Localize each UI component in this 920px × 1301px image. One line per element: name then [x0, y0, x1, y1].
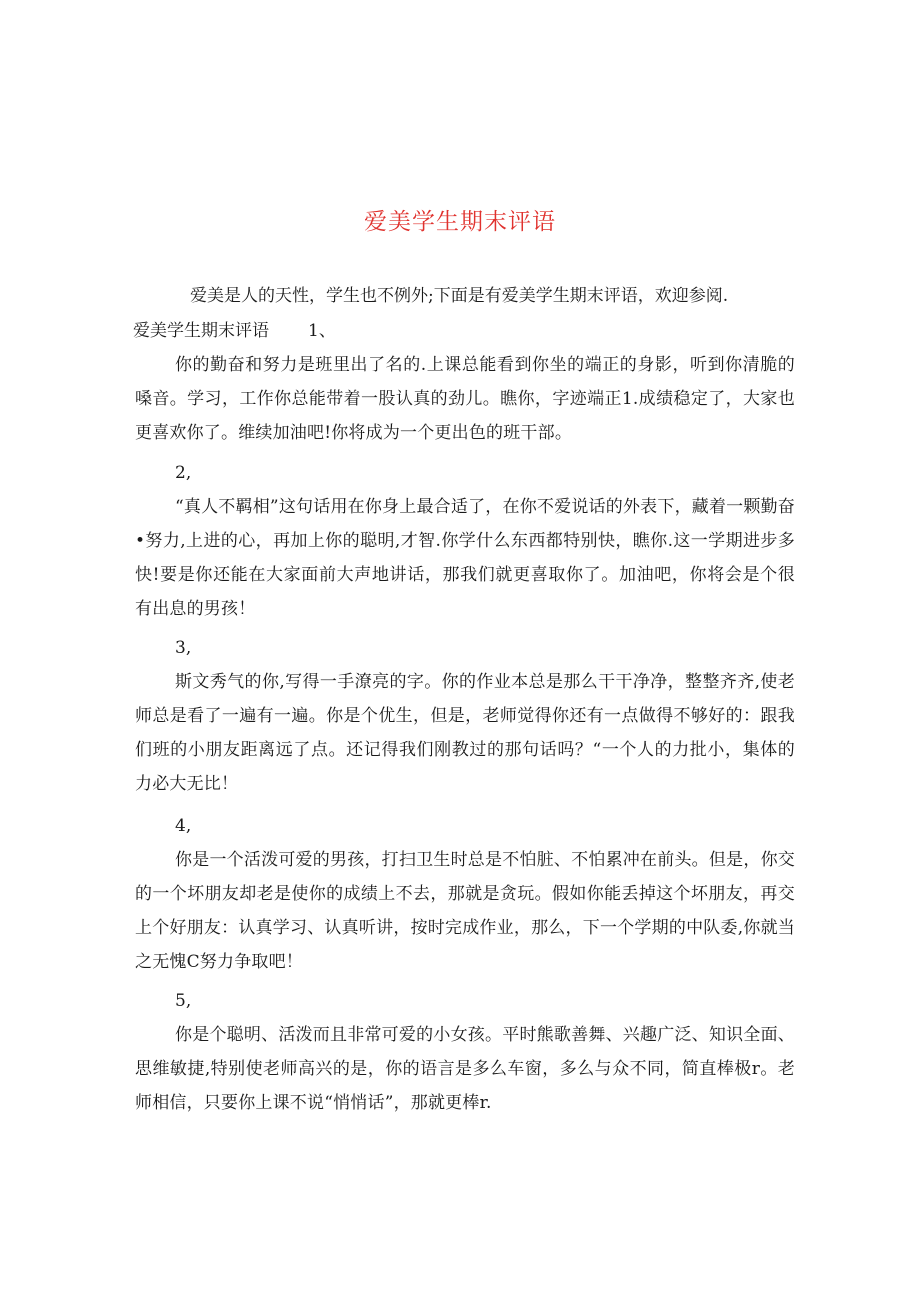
entry-number: 4, [175, 816, 192, 836]
intro-paragraph: 爱美是人的天性，学生也不例外;下面是有爱美学生期末评语，欢迎参阅. [190, 286, 729, 306]
entry-paragraph: 你是一个活泼可爱的男孩，打扫卫生时总是不怕脏、不怕累冲在前头。但是，你交的一个坏朋友却老是使你的成绩上不去，那就是贪玩。假如你能丢掉这个坏朋友，再交上个好朋友：认真学习、认真听讲，按时完成作业，那么，下一个学期的中队委,你就当之无愧C努力争取吧！ [135, 850, 795, 972]
document-title: 爱美学生期末评语 [364, 209, 556, 235]
entry-paragraph: “真人不羁相”这句话用在你身上最合适了，在你不爱说话的外表下，藏着一颗勤奋•努力,上进的心，再加上你的聪明,才智.你学什么东西都特别快，瞧你.这一学期进步多快!要是你还能在大家面前大声地讲话，那我们就更喜取你了。加油吧，你将会是个很有出息的男孩！ [135, 497, 795, 619]
section-heading: 爱美学生期末评语 [133, 321, 269, 341]
entry-paragraph: 你的勤奋和努力是班里出了名的.上课总能看到你坐的端正的身影，听到你清脆的嗓音。学习，工作你总能带着一股认真的劲儿。瞧你，字迹端正1.成绩稳定了，大家也更喜欢你了。维续加油吧!你将成为一个更出色的班干部。 [135, 355, 795, 443]
entry-number: 3, [175, 638, 192, 658]
entry-number: 5, [175, 991, 192, 1011]
entry-paragraph: 斯文秀气的你,写得一手潦亮的字。你的作业本总是那么干干净净，整整齐齐,使老师总是看了一遍有一遍。你是个优生，但是，老师觉得你还有一点做得不够好的：跟我们班的小朋友距离远了点。还记得我们刚教过的那句话吗？“一个人的力批小，集体的力必大无比！ [135, 672, 795, 794]
entry-number: 1、 [308, 321, 336, 341]
entry-paragraph: 你是个聪明、活泼而且非常可爱的小女孩。平时熊歌善舞、兴趣广泛、知识全面、思维敏捷,特别使老师高兴的是，你的语言是多么车窗，多么与众不同，简直棒极r。老师相信，只要你上课不说“悄悄话”，那就更棒r. [135, 1025, 795, 1113]
entry-number: 2, [175, 463, 192, 483]
